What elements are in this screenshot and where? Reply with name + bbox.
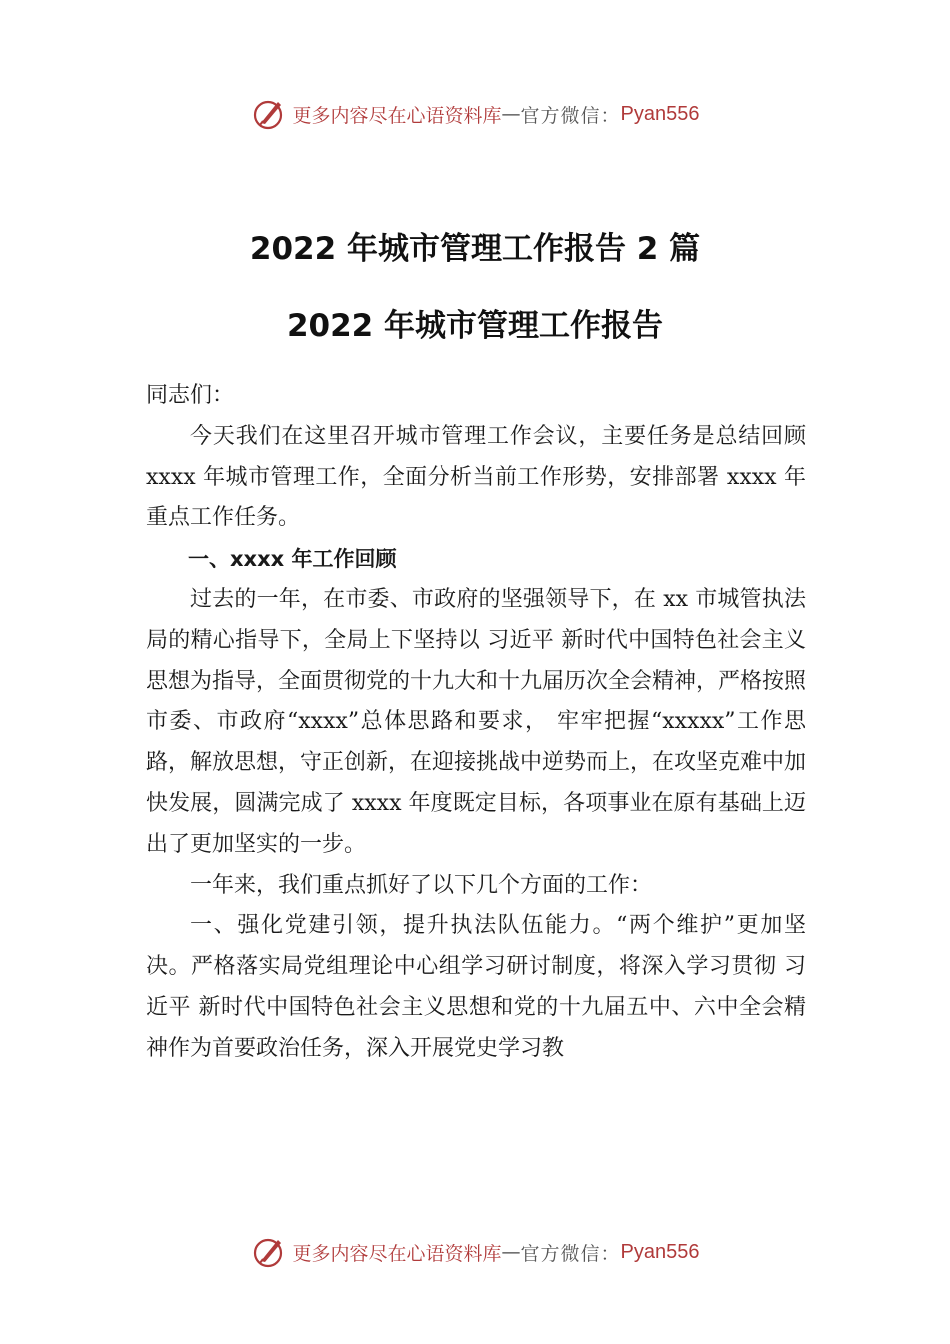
banner-separator: — [501,1241,521,1263]
salutation: 同志们： [146,383,235,408]
banner-text: 更多内容尽在心语资料库 [292,1242,502,1265]
section-heading: 一、xxxx 年工作回顾 [188,547,397,572]
footer-banner [0,1232,950,1272]
banner-wechat-id: Pyan556 [620,1240,700,1263]
paragraph-party-building: 一、强化党建引领，提升执法队伍能力。“两个维护”更加坚决。严格落实局党组理论中心组学习研讨制度，将深入学习贯彻 习近平 新时代中国特色社会主义思想和党的十九届五中、六中全会精神作为首要政治任务，深入开展党史学习教 [146,913,806,1061]
banner-wechat-label: 官方微信： [520,104,621,127]
banner-wechat-label: 官方微信： [520,1242,621,1265]
header-banner [0,94,950,134]
banner-wechat-id: Pyan556 [620,102,700,125]
paragraph-intro: 今天我们在这里召开城市管理工作会议，主要任务是总结回顾 xxxx 年城市管理工作，全面分析当前工作形势，安排部署 xxxx 年重点工作任务。 [146,423,806,531]
quill-logo-icon [251,1234,287,1270]
document-body [146,376,806,1070]
quill-logo-icon [251,96,287,132]
banner-separator: — [501,103,521,125]
document-subtitle: 2022 年城市管理工作报告 [286,308,664,344]
banner-text: 更多内容尽在心语资料库 [292,104,502,127]
document-title: 2022 年城市管理工作报告 2 篇 [249,231,701,267]
paragraph-review: 过去的一年，在市委、市政府的坚强领导下，在 xx 市城管执法局的精心指导下，全局上下坚持以 习近平 新时代中国特色社会主义思想为指导，全面贯彻党的十九大和十九届历次全会精神，严格按照市委、市政府“xxxx”总体思路和要求， 牢牢把握“xxxxx”工作思路，解放思想，守正创新，在迎接挑战中逆势而上，在攻坚克难中加快发展，圆满完成了 xxxx 年度既定目标，各项事业在原有基础上迈出了更加坚实的一步。 [146,586,807,857]
paragraph-summary: 一年来，我们重点抓好了以下几个方面的工作： [190,872,653,898]
